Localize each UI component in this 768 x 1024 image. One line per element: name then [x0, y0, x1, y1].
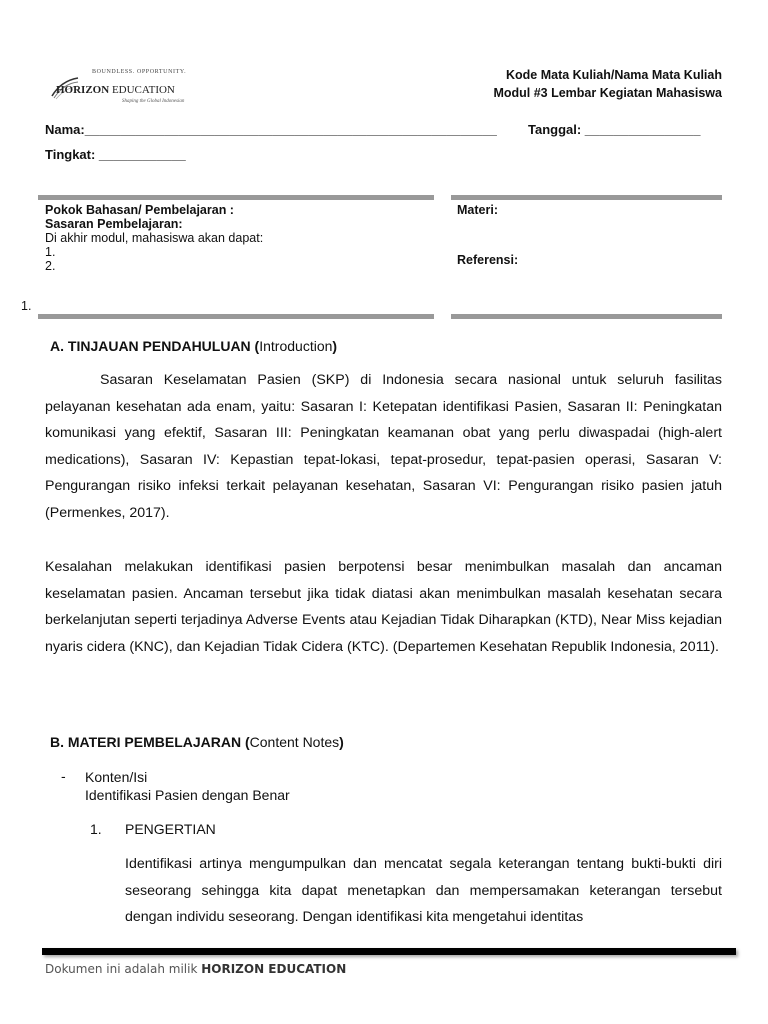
logo-subtitle: Shaping the Global Indonesian	[122, 99, 185, 104]
pengertian-number: 1.	[90, 821, 102, 837]
tanggal-field[interactable]: Tanggal: ________________	[528, 122, 701, 137]
footer-rule	[42, 948, 736, 955]
nama-field[interactable]: Nama:_________________________________________________________	[45, 122, 497, 137]
right-box-top-rule	[451, 195, 722, 200]
document-header	[493, 66, 722, 102]
objectives-intro: Di akhir modul, mahasiswa akan dapat:	[45, 231, 264, 245]
left-box-top-rule	[38, 195, 434, 200]
section-a-paragraph-1: Sasaran Keselamatan Pasien (SKP) di Indonesia secara nasional untuk seluruh fasilitas pelayanan kesehatan ada enam, yaitu: Sasaran I: Ketepatan identifikasi Pasien, Sasaran II: Peningkatan komunikasi yang efektif, Sasaran III: Peningkatan keamanan obat yang perlu diwaspadai (high-alert medications), Sasaran IV: Kepastian tepat-lokasi, tepat-prosedur, tepat-pasien operasi, Sasaran V: Pengurangan risiko infeksi terkait pelayanan kesehatan, Sasaran VI: Pengurangan risiko pasien jatuh (Permenkes, 2017).	[45, 372, 722, 521]
objective-item-1[interactable]: 1.	[45, 245, 56, 259]
left-box-bottom-rule	[38, 314, 434, 319]
referensi-label: Referensi:	[457, 253, 519, 267]
pengertian-heading: PENGERTIAN	[125, 821, 216, 837]
section-a-paragraph-2: Kesalahan melakukan identifikasi pasien berpotensi besar menimbulkan masalah dan ancaman keselamatan pasien. Ancaman tersebut jika tidak diatasi akan menimbulkan masalah kesehatan secara berkelanjutan seperti terjadinya Adverse Events atau Kejadian Tidak Diharapkan (KTD), Near Miss kejadian nyaris cidera (KNC), dan Kejadian Tidak Cidera (KTC). (Departemen Kesehatan Republik Indonesia, 2011).	[45, 559, 722, 655]
pokok-bahasan-label: Pokok Bahasan/ Pembelajaran :	[45, 203, 234, 217]
section-b-heading: B. MATERI PEMBELAJARAN (Content Notes)	[50, 734, 344, 750]
objective-item-2[interactable]: 2.	[45, 259, 56, 273]
module-title: Modul #3 Lembar Kegiatan Mahasiswa	[493, 86, 722, 100]
right-box-bottom-rule	[451, 314, 722, 319]
content-list-item	[85, 768, 290, 804]
materi-label: Materi:	[457, 203, 498, 217]
horizon-education-logo	[50, 60, 200, 114]
konten-label: Konten/Isi	[85, 769, 148, 785]
section-a-heading: A. TINJAUAN PENDAHULUAN (Introduction)	[50, 338, 338, 354]
course-title: Kode Mata Kuliah/Nama Mata Kuliah	[505, 68, 722, 82]
logo-tagline: BOUNDLESS. OPPORTUNITY.	[92, 69, 187, 75]
stray-number: 1.	[21, 299, 32, 313]
list-dash: -	[61, 768, 66, 784]
learning-info-box	[45, 203, 263, 273]
logo-name: HORIZON EDUCATION	[56, 84, 175, 96]
topic-label: Identifikasi Pasien dengan Benar	[85, 787, 290, 803]
tingkat-field[interactable]: Tingkat: ____________	[45, 147, 186, 162]
pengertian-paragraph: Identifikasi artinya mengumpulkan dan mencatat segala keterangan tentang bukti-bukti diri seseorang sehingga kita dapat menetapkan dan mempersamakan keterangan tersebut dengan individu seseorang. Dengan identifikasi kita mengetahui identitas	[125, 856, 722, 926]
footer-ownership: Dokumen ini adalah milik HORIZON EDUCATION	[45, 962, 347, 976]
sasaran-label: Sasaran Pembelajaran:	[45, 217, 183, 231]
